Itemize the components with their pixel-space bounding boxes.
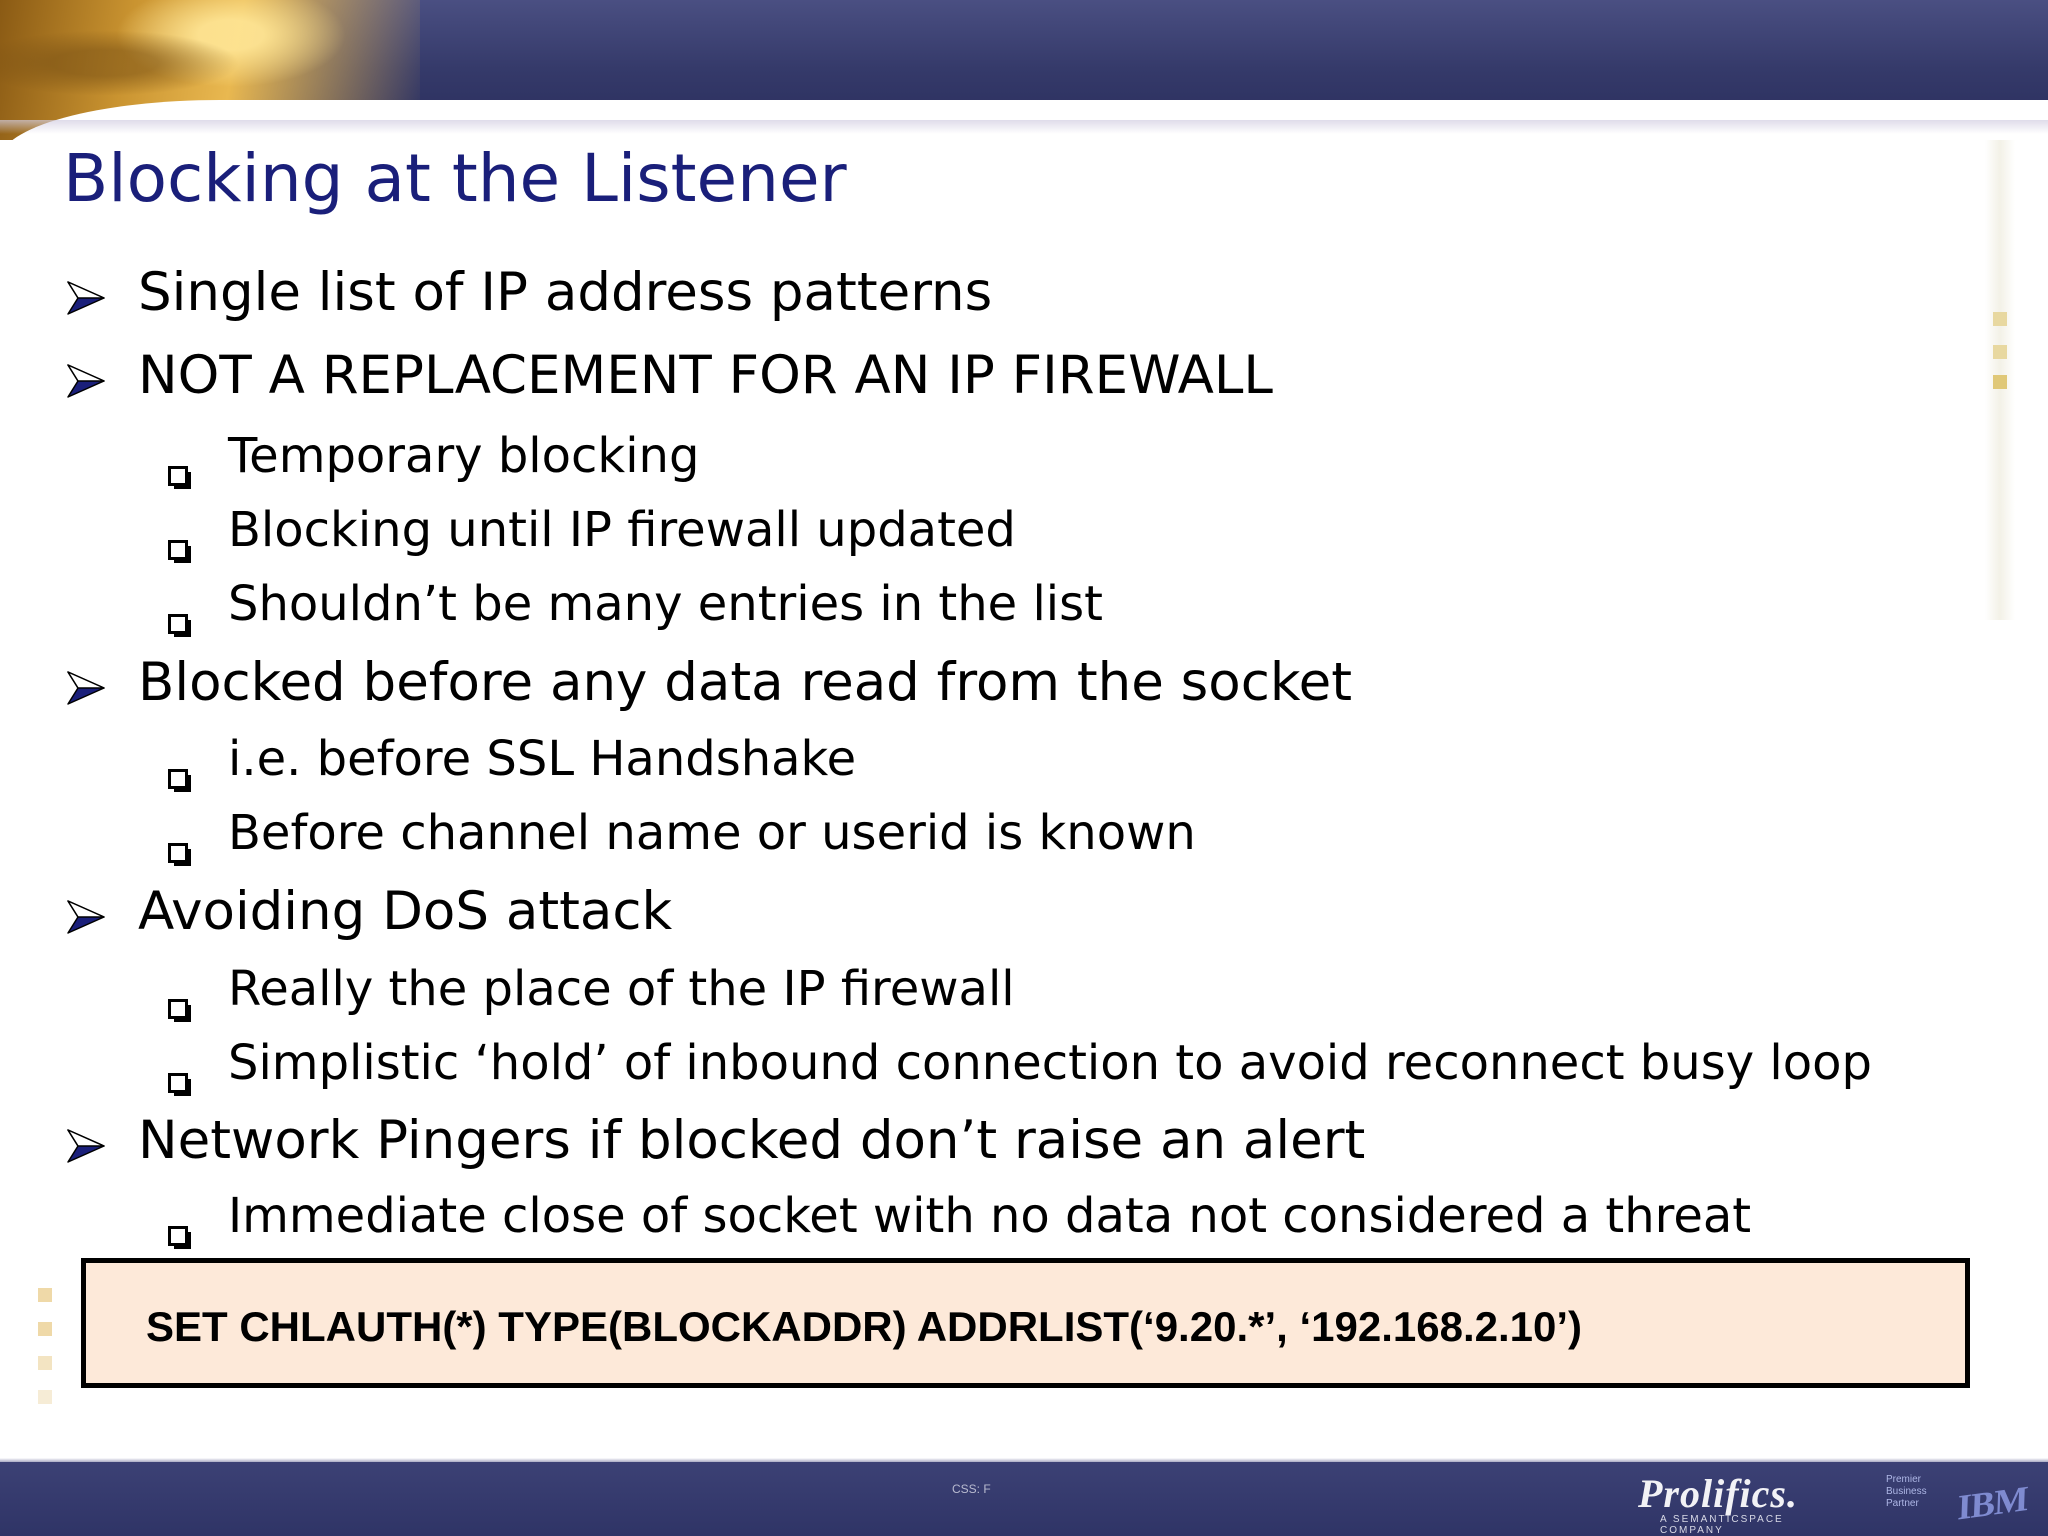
bullet-text: Blocking until IP firewall updated bbox=[228, 502, 1016, 558]
bullet-text: Avoiding DoS attack bbox=[138, 881, 673, 942]
hollow-square-bullet-icon bbox=[168, 594, 192, 618]
rail-square bbox=[38, 1322, 52, 1336]
rail-square bbox=[38, 1356, 52, 1370]
rail-square bbox=[38, 1390, 52, 1404]
bullet-text: Simplistic ‘hold’ of inbound connection to avoid reconnect busy loop bbox=[228, 1035, 1872, 1091]
prolifics-tagline: A SEMANTICSPACE COMPANY bbox=[1660, 1514, 1784, 1536]
arrowhead-bullet-icon bbox=[66, 270, 106, 310]
bullet-text: Really the place of the IP firewall bbox=[228, 961, 1015, 1017]
hollow-square-bullet-icon bbox=[168, 979, 192, 1003]
arrowhead-bullet-icon bbox=[66, 660, 106, 700]
bullet-text: Temporary blocking bbox=[228, 428, 700, 484]
hollow-square-bullet-icon bbox=[168, 520, 192, 544]
rail-square bbox=[1993, 312, 2007, 326]
header-shadow bbox=[0, 120, 2048, 134]
hollow-square-bullet-icon bbox=[168, 1053, 192, 1077]
arrowhead-bullet-icon bbox=[66, 889, 106, 929]
right-decorative-rail bbox=[1985, 140, 2015, 620]
left-decorative-rail bbox=[34, 1280, 54, 1460]
ibm-partner-text: Premier Business Partner bbox=[1886, 1474, 1927, 1509]
bullet-text: Before channel name or userid is known bbox=[228, 805, 1196, 861]
slide-title: Blocking at the Listener bbox=[63, 140, 847, 217]
bullet-text: i.e. before SSL Handshake bbox=[228, 731, 857, 787]
ibm-partner-badge bbox=[1886, 1472, 2029, 1530]
arrowhead-bullet-icon bbox=[66, 1118, 106, 1158]
bullet-text: Immediate close of socket with no data not considered a threat bbox=[228, 1188, 1752, 1244]
hollow-square-bullet-icon bbox=[168, 823, 192, 847]
prolifics-wordmark: Prolifics. bbox=[1638, 1471, 1798, 1516]
hollow-square-bullet-icon bbox=[168, 1206, 192, 1230]
rail-square bbox=[38, 1288, 52, 1302]
command-box bbox=[81, 1258, 1970, 1388]
footer-code: CSS: F bbox=[952, 1482, 991, 1496]
hollow-square-bullet-icon bbox=[168, 446, 192, 470]
bullet-text: Network Pingers if blocked don’t raise an alert bbox=[138, 1110, 1366, 1171]
arrowhead-bullet-icon bbox=[66, 353, 106, 393]
prolifics-logo bbox=[1638, 1470, 1848, 1536]
hollow-square-bullet-icon bbox=[168, 749, 192, 773]
bullet-text: Shouldn’t be many entries in the list bbox=[228, 576, 1103, 632]
ibm-logo: IBM bbox=[1956, 1478, 2029, 1528]
command-text: SET CHLAUTH(*) TYPE(BLOCKADDR) ADDRLIST(‘9.20.*’, ‘192.168.2.10’) bbox=[146, 1303, 1583, 1350]
rail-square bbox=[1993, 345, 2007, 359]
rail-square bbox=[1993, 375, 2007, 389]
bullet-text: Blocked before any data read from the socket bbox=[138, 652, 1353, 713]
bullet-text: NOT A REPLACEMENT FOR AN IP FIREWALL bbox=[138, 345, 1273, 406]
bullet-text: Single list of IP address patterns bbox=[138, 262, 993, 323]
